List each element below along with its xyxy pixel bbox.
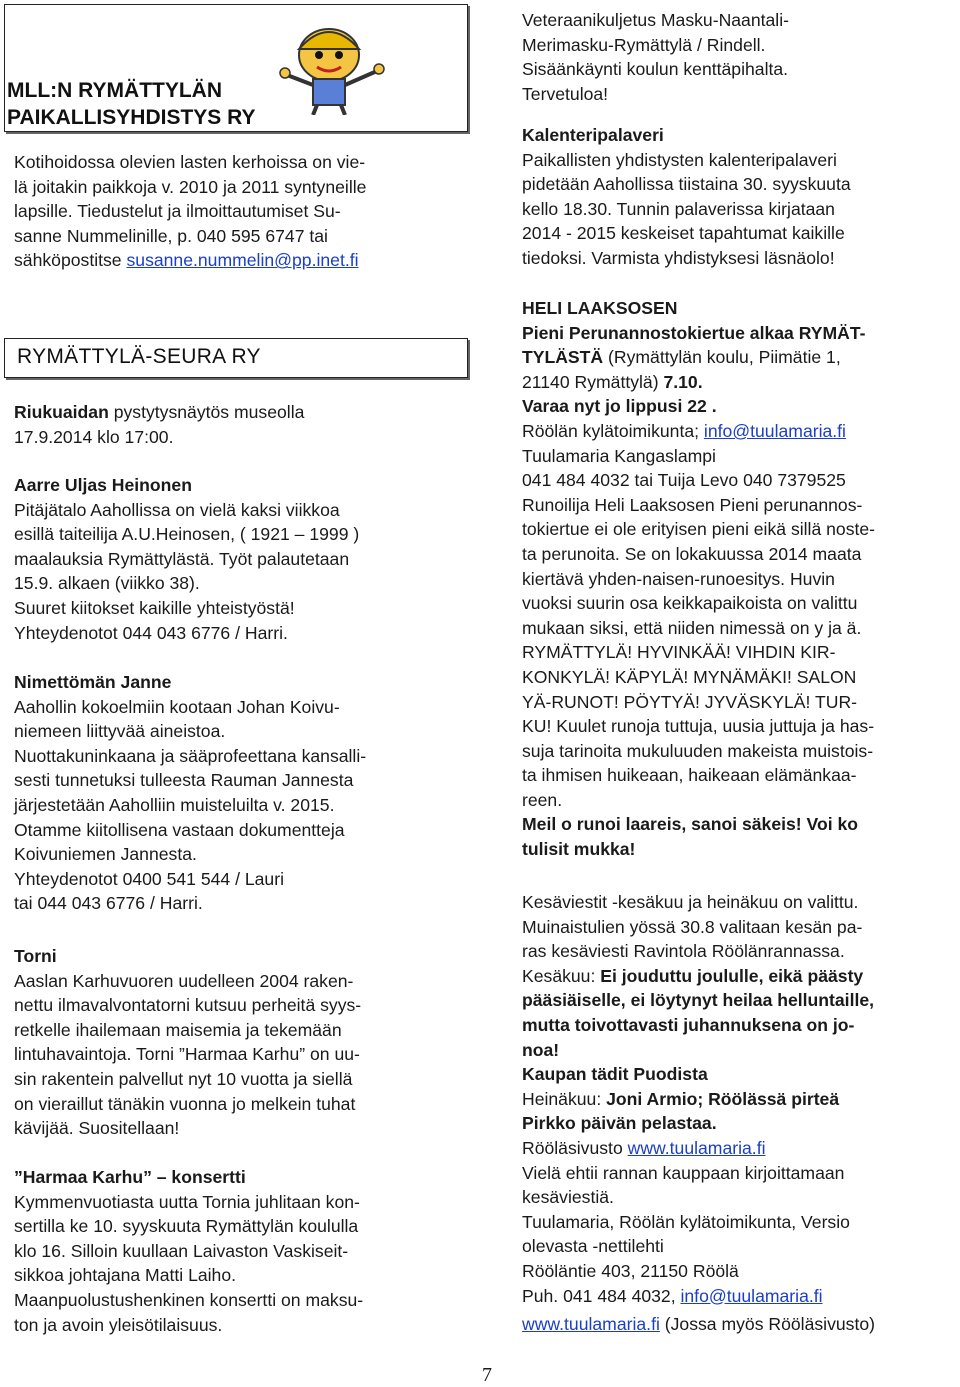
mll-line: lä joitakin paikkoja v. 2010 ja 2011 syntyneille [14,176,367,197]
aarre-line: Pitäjätalo Aahollissa on vielä kaksi viikkoa [14,499,340,520]
veteraani-line: Tervetuloa! [522,83,609,104]
konsertti-line: Maanpuolustushenkinen konsertti on maksu- [14,1289,364,1310]
website-link[interactable]: www.tuulamaria.fi [627,1137,766,1158]
konsertti-line: ton ja avoin yleisötilaisuus. [14,1314,223,1335]
riukuaidan-section [14,400,466,449]
torni-line: retkelle ihailemaan maisemia ja tekemään [14,1019,342,1040]
konsertti-line: sertilla ke 10. syyskuuta Rymättylän koululla [14,1216,359,1237]
veteraani-section [522,8,952,106]
heli-text: 21140 Rymättylä) [522,371,664,392]
kalenteri-section [522,123,952,271]
kesa-line: mutta toivottavasti juhannuksena on jo- [522,1014,855,1035]
kesa-section [522,890,952,1337]
heli-line: Pieni Perunannostokiertue alkaa RYMÄT- [522,322,866,343]
heli-line: RYMÄTTYLÄ! HYVINKÄÄ! VIHDIN KIR- [522,642,836,663]
website-link[interactable]: www.tuulamaria.fi [522,1314,660,1335]
heli-section [522,296,952,862]
heli-text: Röölän kylätoimikunta; [522,420,704,441]
kesa-line: Vielä ehtii rannan kauppaan kirjoittamaan [522,1162,845,1183]
kesa-line: Muinaistulien yössä 30.8 valitaan kesän pa- [522,916,863,937]
heli-line [522,370,952,395]
kesa-line: kesäviestiä. [522,1187,614,1208]
riukuaidan-line: 17.9.2014 klo 17:00. [14,426,174,447]
aarre-line: 15.9. alkaen (viikko 38). [14,573,200,594]
heli-line: Varaa nyt jo lippusi 22 . [522,396,717,417]
heli-line: YÄ-RUNOT! PÖYTYÄ! JYVÄSKYLÄ! TUR- [522,691,858,712]
kesa-line: Pirkko päivän pelastaa. [522,1113,717,1134]
heli-line: tulisit mukka! [522,839,636,860]
heli-line: tokiertue ei ole erityisen pieni eikä sillä noste- [522,519,876,540]
janne-line: järjestetään Aaholliin muisteluilta v. 2015. [14,794,335,815]
riukuaidan-line [14,400,466,425]
janne-line: niemeen liittyvää aineistoa. [14,721,226,742]
heli-line: Meil o runoi laareis, sanoi säkeis! Voi ko [522,814,859,835]
mll-line [14,248,466,273]
torni-line: kävijää. Suositellaan! [14,1118,180,1139]
torni-line: sin rakentein palvellut nyt 10 vuotta ja siellä [14,1068,353,1089]
kesa-line: ras kesäviesti Ravintola Röölänrannassa. [522,941,845,962]
heli-line: Tuulamaria Kangaslampi [522,445,716,466]
kesa-bold: Joni Armio; Röölässä pirteä [606,1088,840,1109]
kesa-text: Kesäkuu: [522,965,601,986]
konsertti-heading: ”Harmaa Karhu” – konsertti [14,1167,246,1187]
heli-text: (Rymättylän koulu, Piimätie 1, [603,347,841,368]
kesa-text: (Jossa myös Rööläsivusto) [659,1314,875,1335]
aarre-line: Yhteydenotot 044 043 6776 / Harri. [14,622,288,643]
kesa-line [522,964,952,989]
mll-line: lapsille. Tiedustelut ja ilmoittautumiset Su- [14,201,341,222]
veteraani-line: Sisäänkäynti koulun kenttäpihalta. [522,59,789,80]
aarre-line: maalauksia Rymättylästä. Työt palautetaan [14,548,350,569]
konsertti-line: sikkoa johtajana Matti Laiho. [14,1265,237,1286]
heli-line: KU! Kuulet runoja tuttuja, uusia juttuja ja has- [522,716,875,737]
janne-line: tai 044 043 6776 / Harri. [14,893,203,914]
kesa-line [522,1087,952,1112]
konsertti-line: klo 16. Silloin kuullaan Laivaston Vaskiseit- [14,1240,349,1261]
heli-line: mukaan siksi, että niiden nimessä on y ja ä. [522,617,862,638]
kesa-line: Tuulamaria, Röölän kylätoimikunta, Versio [522,1211,850,1232]
riukuaidan-text: pystytysnäytös museolla [108,402,305,422]
torni-heading: Torni [14,946,57,966]
janne-line: Aahollin kokoelmiin kootaan Johan Koivu- [14,696,340,717]
heli-line: kiertävä yhden-naisen-runoesitys. Huvin [522,568,835,589]
kesa-line [522,1312,952,1337]
kalenteri-heading: Kalenteripalaveri [522,125,664,145]
torni-section [14,944,466,1141]
veteraani-line: Veteraanikuljetus Masku-Naantali- [522,10,789,30]
page-title: MLL:N RYMÄTTYLÄN PAIKALLISYHDISTYS RY [7,79,256,129]
kalenteri-line: pidetään Aahollissa tiistaina 30. syyskuuta [522,174,851,195]
aarre-line: Suuret kiitokset kaikille yhteistyöstä! [14,597,295,618]
kesa-text: Puh. 041 484 4032, [522,1285,681,1306]
mll-line: sanne Nummelinille, p. 040 595 6747 tai [14,225,328,246]
konsertti-section [14,1165,466,1337]
kesa-line: Kaupan tädit Puodista [522,1064,708,1085]
heli-line: suja tarinoita mukuluuden makeista muistois- [522,740,874,761]
kalenteri-line: tiedoksi. Varmista yhdistyksesi läsnäolo! [522,247,835,268]
heli-line: KONKYLÄ! KÄPYLÄ! MYNÄMÄKI! SALON [522,666,857,687]
konsertti-line: Kymmenvuotiasta uutta Tornia juhlitaan kon- [14,1191,360,1212]
torni-line: Aaslan Karhuvuoren uudelleen 2004 raken- [14,970,354,991]
aarre-section [14,473,466,645]
page-number: 7 [482,1364,492,1386]
kesa-text: Rööläsivusto [522,1137,628,1158]
title-box [4,4,468,132]
torni-line: on vieraillut tänäkin vuonna jo melkein tuhat [14,1093,356,1114]
janne-line: Yhteydenotot 0400 541 544 / Lauri [14,868,284,889]
mll-section [14,150,466,273]
heli-line: ta perunoita. Se on lokakuussa 2014 maata [522,543,862,564]
janne-line: sesti tunnetuksi tulleesta Rauman Jannesta [14,770,354,791]
heli-line: 041 484 4032 tai Tuija Levo 040 7379525 [522,470,846,491]
kesa-bold: Ei jouduttu joululle, eikä päästy [600,965,864,986]
kesa-line [522,1136,952,1161]
heli-line [522,419,952,444]
kesa-line: Kesäviestit -kesäkuu ja heinäkuu on valittu. [522,892,859,912]
heli-date: 7.10. [663,371,703,392]
kesa-line [522,1284,952,1309]
veteraani-line: Merimasku-Rymättylä / Rindell. [522,34,766,55]
riukuaidan-bold: Riukuaidan [14,402,109,422]
kalenteri-line: Paikallisten yhdistysten kalenteripalaveri [522,149,837,170]
aarre-heading: Aarre Uljas Heinonen [14,475,192,495]
torni-line: lintuhavaintoja. Torni ”Harmaa Karhu” on uu- [14,1044,360,1065]
aarre-line: esillä taiteilija A.U.Heinosen, ( 1921 – 1999 ) [14,524,360,545]
janne-line: Nuottakuninkaana ja sääprofeettana kansalli- [14,745,367,766]
heli-line: ta ihmisen huikeaan, haikeaan elämänkaa- [522,765,857,786]
kesa-line: pääsiäiselle, ei löytynyt heilaa helluntaille, [522,990,875,1011]
kalenteri-line: kello 18.30. Tunnin palaverissa kirjataan [522,198,835,219]
heli-line: Runoilija Heli Laaksosen Pieni perunannos- [522,494,863,515]
mascot-icon [277,15,387,115]
email-link[interactable]: susanne.nummelin@pp.inet.fi [126,250,359,271]
mll-line: Kotihoidossa olevien lasten kerhoissa on vie- [14,152,366,172]
janne-line: Koivuniemen Jannesta. [14,844,197,865]
seura-title: RYMÄTTYLÄ-SEURA RY [17,345,261,368]
mll-text: sähköpostitse [14,250,127,271]
kesa-line: Rööläntie 403, 21150 Röölä [522,1260,739,1281]
kalenteri-line: 2014 - 2015 keskeiset tapahtumat kaikille [522,223,845,244]
heli-line: vuoksi suurin osa keikkapaikoista on valittu [522,593,858,614]
heli-bold: TYLÄSTÄ [522,347,604,368]
seura-box [4,338,468,378]
torni-line: nettu ilmavalvontatorni kutsuu perheitä syys- [14,995,362,1016]
janne-line: Otamme kiitollisena vastaan dokumentteja [14,819,345,840]
janne-section [14,670,466,916]
heli-heading: HELI LAAKSOSEN [522,298,678,318]
kesa-line: olevasta -nettilehti [522,1236,664,1257]
heli-line [522,345,952,370]
kesa-line: noa! [522,1039,560,1060]
janne-heading: Nimettömän Janne [14,672,172,692]
email-link[interactable]: info@tuulamaria.fi [680,1285,823,1306]
kesa-text: Heinäkuu: [522,1088,607,1109]
email-link[interactable]: info@tuulamaria.fi [703,420,846,441]
heli-line: reen. [522,789,563,810]
